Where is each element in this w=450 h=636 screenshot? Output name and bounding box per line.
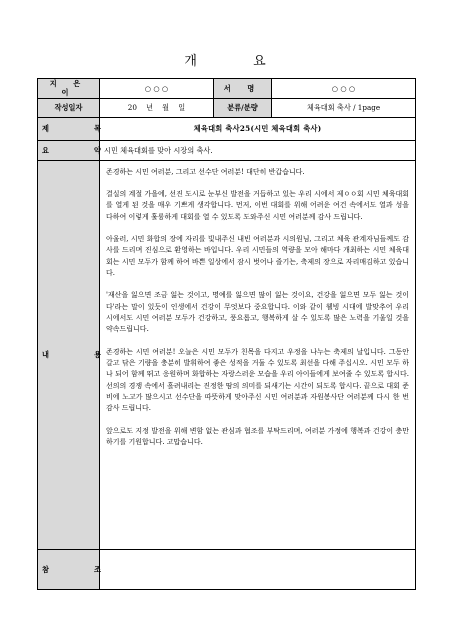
author-label: 지 은 이 <box>38 79 100 99</box>
category-value: 체육대회 축사 / 1page <box>272 98 416 117</box>
author-row <box>38 79 416 99</box>
content-paragraph: 아울러, 시민 화합의 장에 자리를 빛내주신 내빈 여러분과 시의원님, 그리고 체육 관계자님들께도 감사를 드리며 진심으로 환영하는 바입니다. 우리 시민들의 역량을 모아 해마다 개최하는 시민 체육대회는 시민 모두가 함께 하여 바쁜 일상에서 잠시 벗어나 즐기는, 축제의 장으로 자리매김하고 있습니다. <box>106 235 409 278</box>
reference-value <box>100 549 416 589</box>
summary-label: 요 약 <box>38 140 100 160</box>
signature-value: ○ ○ ○ <box>272 79 416 99</box>
overview-form-table <box>37 78 416 590</box>
subject-value: 체육대회 축사25(시민 체육대회 축사) <box>100 117 416 140</box>
author-value: ○ ○ ○ <box>100 79 214 99</box>
content-paragraph: 존경하는 시민 여러분! 오늘은 시민 모두가 친목을 다지고 우정을 나누는 축제의 날입니다. 그동안 갈고 닦은 기량을 충분히 발휘하여 좋은 성적을 거둘 수 있도록 최선을 다해 주십시오. 시민 모두 하나 되어 함께 뛰고 응원하며 화합하는 자랑스러운 모습을 우리 아이들에게 보여줄 수 있도록 합시다. 선의의 경쟁 속에서 흘려내리는 진정한 땀의 의미를 되새기는 시간이 되도록 합시다. 끝으로 대회 준비에 노고가 많으시고 선수단을 따뜻하게 맞아주신 시민 여러분과 자원봉사단 여러분께 다시 한 번 감사 드립니다. <box>106 347 409 413</box>
document-title: 개 요 <box>184 54 292 69</box>
content-paragraph: 결실의 계절 가을에, 선진 도시로 눈부신 발전을 거듭하고 있는 우리 시에서 제ㅇㅇ회 시민 체육대회를 열게 된 것을 매우 기쁘게 생각합니다. 먼저, 이번 대회를 위해 어려운 여건 속에서도 열과 성을 다하여 이렇게 훌륭하게 대회를 열 수 있도록 도와주신 시민 여러분께 감사 드립니다. <box>106 190 409 221</box>
content-paragraph: 존경하는 시민 여러분, 그리고 선수단 여러분! 대단히 반갑습니다. <box>106 167 305 176</box>
date-label: 작성일자 <box>38 98 100 117</box>
content-row <box>38 160 416 549</box>
content-body <box>100 160 416 549</box>
summary-row <box>38 140 416 160</box>
date-value: 20 년 월 일 <box>100 98 214 117</box>
signature-label: 서 명 <box>214 79 272 99</box>
content-label: 내 용 <box>38 160 100 549</box>
date-row <box>38 98 416 117</box>
subject-label: 제 목 <box>38 117 100 140</box>
content-paragraph: 앞으로도 지정 발전을 위해 변함 없는 관심과 협조를 부탁드리며, 여러분 가정에 행복과 건강이 충만하기를 기원합니다. 고맙습니다. <box>106 426 409 446</box>
summary-value: 시민 체육대회를 맞아 시장의 축사. <box>100 140 416 160</box>
content-paragraph: '재산을 잃으면 조금 잃는 것이고, 명예를 잃으면 많이 잃는 것이요, 건강을 잃으면 모두 잃는 것이다'라는 말이 있듯이 인생에서 건강이 무엇보다 중요합니다. 이와 같이 웰빙 시대에 발맞추어 우리 시에서도 시민 여러분 모두가 건강하고, 풍요롭고, 행복하게 살 수 있도록 많은 노력을 기울일 것을 약속드립니다. <box>106 291 409 334</box>
category-label: 분류/분량 <box>214 98 272 117</box>
subject-row <box>38 117 416 140</box>
reference-row <box>38 549 416 589</box>
reference-label: 참 조 <box>38 549 100 589</box>
